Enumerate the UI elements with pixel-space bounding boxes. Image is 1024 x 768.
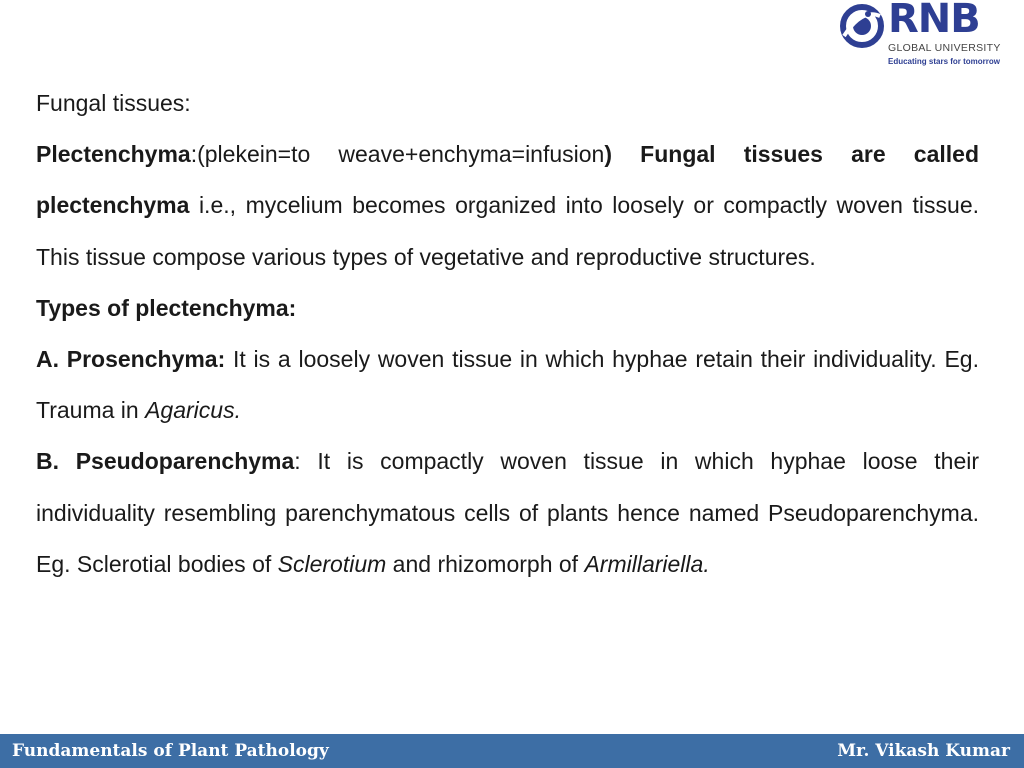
university-logo — [838, 2, 1020, 70]
pseudoparenchyma-text: : It is compactly woven tissue in which hyphae loose their individuality resembling parenchymatous cells of plants hence named Pseudoparenchyma. Eg. Sclerotial bodies of — [36, 448, 980, 577]
plectenchyma-paragraph — [36, 129, 979, 283]
author-name: Mr. Vikash Kumar — [837, 741, 1010, 761]
logo-wordmark: RNB — [888, 0, 980, 42]
slide-content — [36, 78, 979, 590]
armillariella-name: Armillariella. — [584, 550, 710, 577]
pseudoparenchyma-paragraph — [36, 436, 979, 590]
agaricus-name: Agaricus. — [145, 397, 241, 424]
pseudoparenchyma-label: B. Pseudoparenchyma — [36, 448, 295, 475]
prosenchyma-text: It is a loosely woven tissue in which hyphae retain their individuality. Eg. Trauma in — [36, 346, 979, 424]
prosenchyma-paragraph — [36, 334, 979, 436]
section-heading: Fungal tissues: — [36, 90, 191, 116]
footer-bar — [0, 734, 1024, 768]
types-heading: Types of plectenchyma: — [36, 294, 297, 321]
logo-subtitle: GLOBAL UNIVERSITY — [888, 42, 1001, 54]
rnb-emblem-icon — [838, 2, 886, 50]
course-title: Fundamentals of Plant Pathology — [12, 741, 329, 761]
rhizomorph-text: and rhizomorph of — [386, 550, 585, 577]
definition-text: i.e., mycelium becomes organized into loosely or compactly woven tissue. This tissue compose various types of vegetative and reproductive structures. — [36, 192, 979, 270]
definition-bold: ) Fungal tissues are called plectenchyma — [36, 141, 979, 219]
sclerotium-name: Sclerotium — [277, 550, 387, 577]
prosenchyma-label: A. Prosenchyma: — [36, 346, 226, 373]
logo-tagline: Educating stars for tomorrow — [888, 57, 1001, 66]
term-plectenchyma: Plectenchyma — [36, 141, 191, 168]
etymology-text: :(plekein=to weave+enchyma=infusion — [190, 141, 605, 168]
